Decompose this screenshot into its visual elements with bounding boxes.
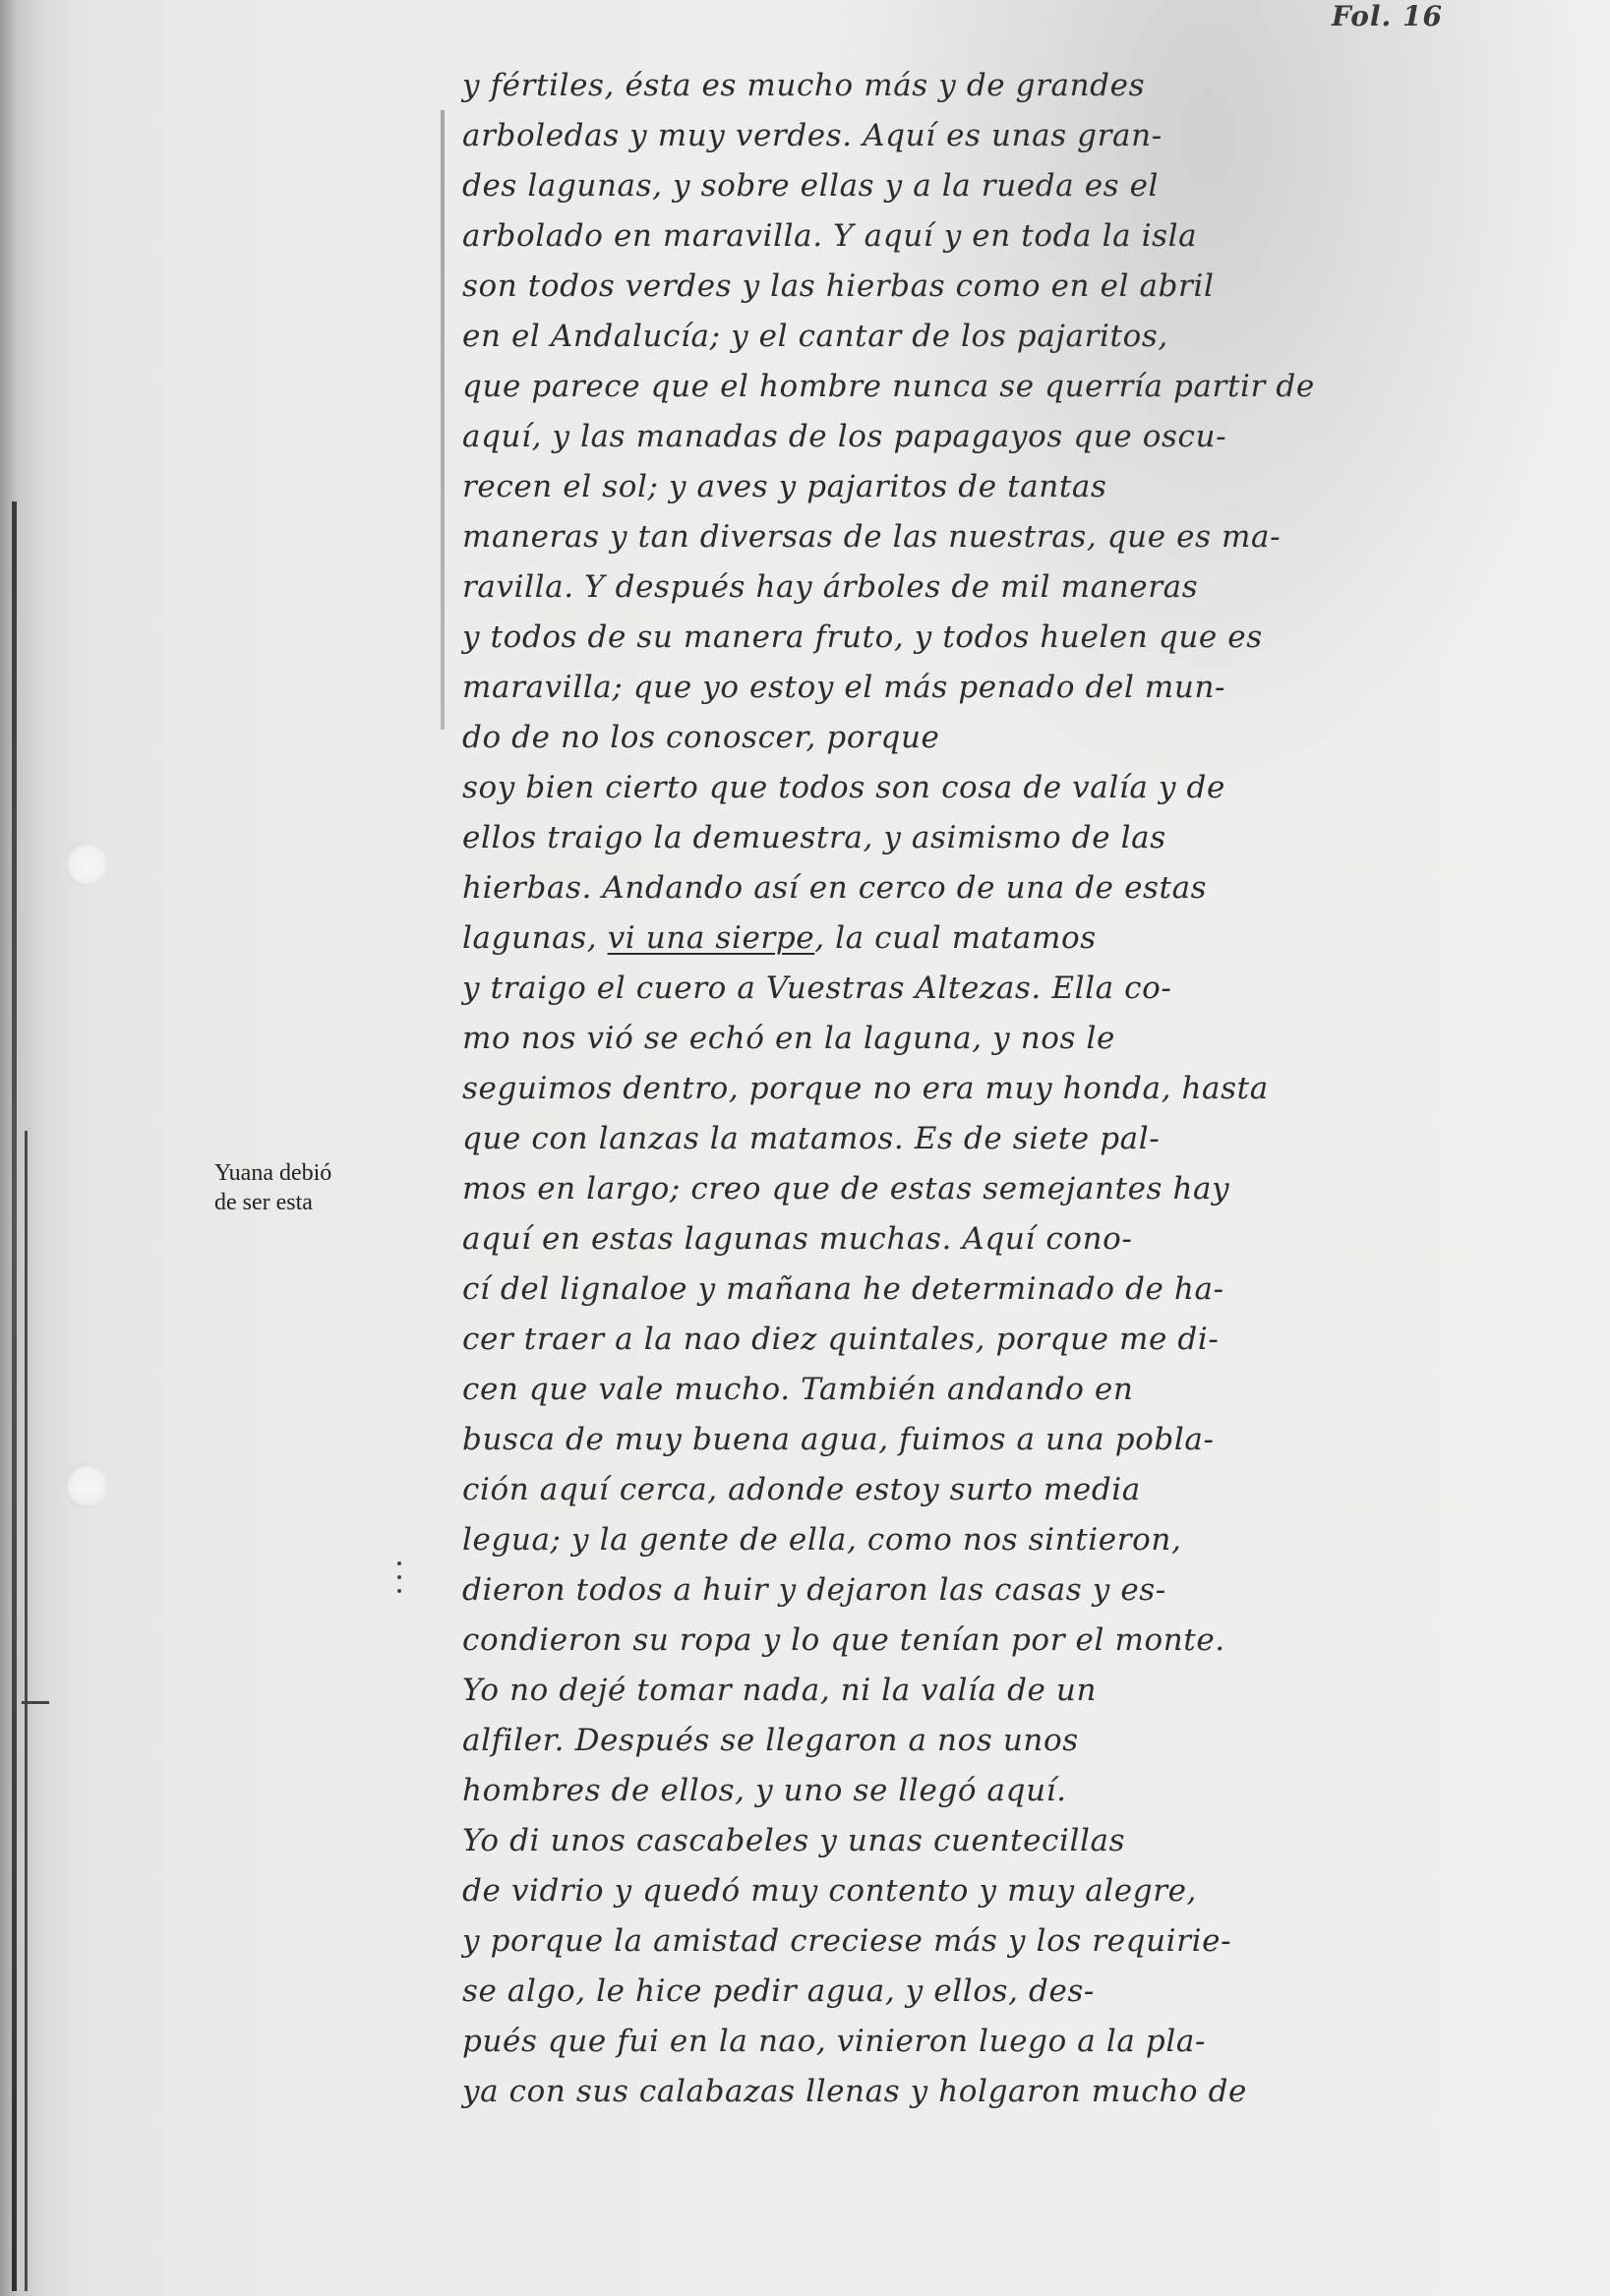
text-line: arboledas y muy verdes. Aquí es unas gran-	[462, 118, 1163, 153]
text-line: y porque la amistad creciese más y los requirie-	[462, 1923, 1232, 1959]
ink-speck	[397, 1589, 401, 1593]
text-line: busca de muy buena agua, fuimos a una pobla-	[462, 1422, 1215, 1457]
text-line: pués que fui en la nao, vinieron luego a la pla-	[462, 2024, 1207, 2059]
text-line: seguimos dentro, porque no era muy honda, hasta	[462, 1071, 1269, 1106]
text-line: alfiler. Después se llegaron a nos unos	[462, 1723, 1079, 1758]
text-line: soy bien cierto que todos son cosa de valía y de	[462, 770, 1225, 805]
text-line: Yo no dejé tomar nada, ni la valía de un	[462, 1673, 1098, 1708]
margin-pencil-line	[441, 110, 445, 730]
text-line-underlined	[462, 913, 1544, 964]
ink-specks	[397, 1561, 403, 1597]
text-line: recen el sol; y aves y pajaritos de tantas	[462, 469, 1107, 504]
text-line: Yo di unos cascabeles y unas cuentecillas	[462, 1823, 1126, 1858]
text-line: son todos verdes y las hierbas como en el abril	[462, 268, 1215, 304]
text-line: hombres de ellos, y uno se llegó aquí.	[462, 1773, 1067, 1808]
text-segment: , la cual matamos	[814, 920, 1097, 956]
text-line: maneras y tan diversas de las nuestras, que es ma-	[462, 519, 1282, 555]
folio-number: Fol. 16	[1331, 0, 1443, 32]
text-line: des lagunas, y sobre ellas y a la rueda es el	[462, 168, 1160, 204]
binding-edge	[25, 1131, 28, 2291]
text-line: maravilla; que yo estoy el más penado del mun-	[462, 670, 1226, 705]
margin-note-line: Yuana debió	[214, 1160, 332, 1186]
text-line: dieron todos a huir y dejaron las casas y es-	[462, 1572, 1166, 1608]
text-line: aquí en estas lagunas muchas. Aquí cono-	[462, 1221, 1133, 1257]
ink-speck	[397, 1575, 401, 1579]
text-line: y fértiles, ésta es mucho más y de grandes	[462, 68, 1146, 103]
text-line: cí del lignaloe y mañana he determinado de ha-	[462, 1271, 1224, 1307]
text-line: mo nos vió se echó en la laguna, y nos le	[462, 1021, 1115, 1056]
text-segment: lagunas,	[462, 920, 598, 956]
text-line: arbolado en maravilla. Y aquí y en toda la isla	[462, 218, 1198, 254]
text-line: en el Andalucía; y el cantar de los pajaritos,	[462, 319, 1168, 354]
ink-speck	[397, 1561, 401, 1565]
text-line: y traigo el cuero a Vuestras Altezas. Ella co-	[462, 971, 1172, 1006]
punch-hole-bottom	[65, 1463, 106, 1508]
margin-note-line: de ser esta	[214, 1190, 313, 1215]
text-line: ya con sus calabazas llenas y holgaron mucho de	[462, 2074, 1247, 2109]
edge-mark	[22, 1701, 49, 1704]
text-line: y todos de su manera fruto, y todos huelen que es	[462, 619, 1263, 655]
text-line: ción aquí cerca, adonde estoy surto media	[462, 1472, 1141, 1507]
underlined-phrase: vi una sierpe	[607, 920, 815, 956]
text-line: do de no los conoscer, porque	[462, 720, 940, 755]
binding-shadow	[12, 501, 17, 2291]
margin-note	[214, 1158, 331, 1217]
text-line: se algo, le hice pedir agua, y ellos, des-	[462, 1973, 1095, 2009]
text-line: mos en largo; creo que de estas semejantes hay	[462, 1171, 1230, 1207]
text-line: ellos traigo la demuestra, y asimismo de las	[462, 820, 1166, 855]
text-line: de vidrio y quedó muy contento y muy alegre,	[462, 1873, 1198, 1909]
text-line: cer traer a la nao diez quintales, porque me di-	[462, 1322, 1220, 1357]
text-line: ravilla. Y después hay árboles de mil maneras	[462, 569, 1199, 605]
text-line: condieron su ropa y lo que tenían por el monte.	[462, 1622, 1225, 1658]
text-line: hierbas. Andando así en cerco de una de estas	[462, 870, 1208, 906]
punch-hole-top	[65, 842, 106, 887]
text-line: aquí, y las manadas de los papagayos que oscu-	[462, 419, 1227, 454]
text-line: que parece que el hombre nunca se querría partir de	[462, 369, 1315, 404]
text-line: legua; y la gente de ella, como nos sintieron,	[462, 1522, 1182, 1558]
text-line: que con lanzas la matamos. Es de siete pal-	[462, 1121, 1161, 1156]
text-line: cen que vale mucho. También andando en	[462, 1372, 1134, 1407]
body-text	[462, 61, 1544, 2117]
